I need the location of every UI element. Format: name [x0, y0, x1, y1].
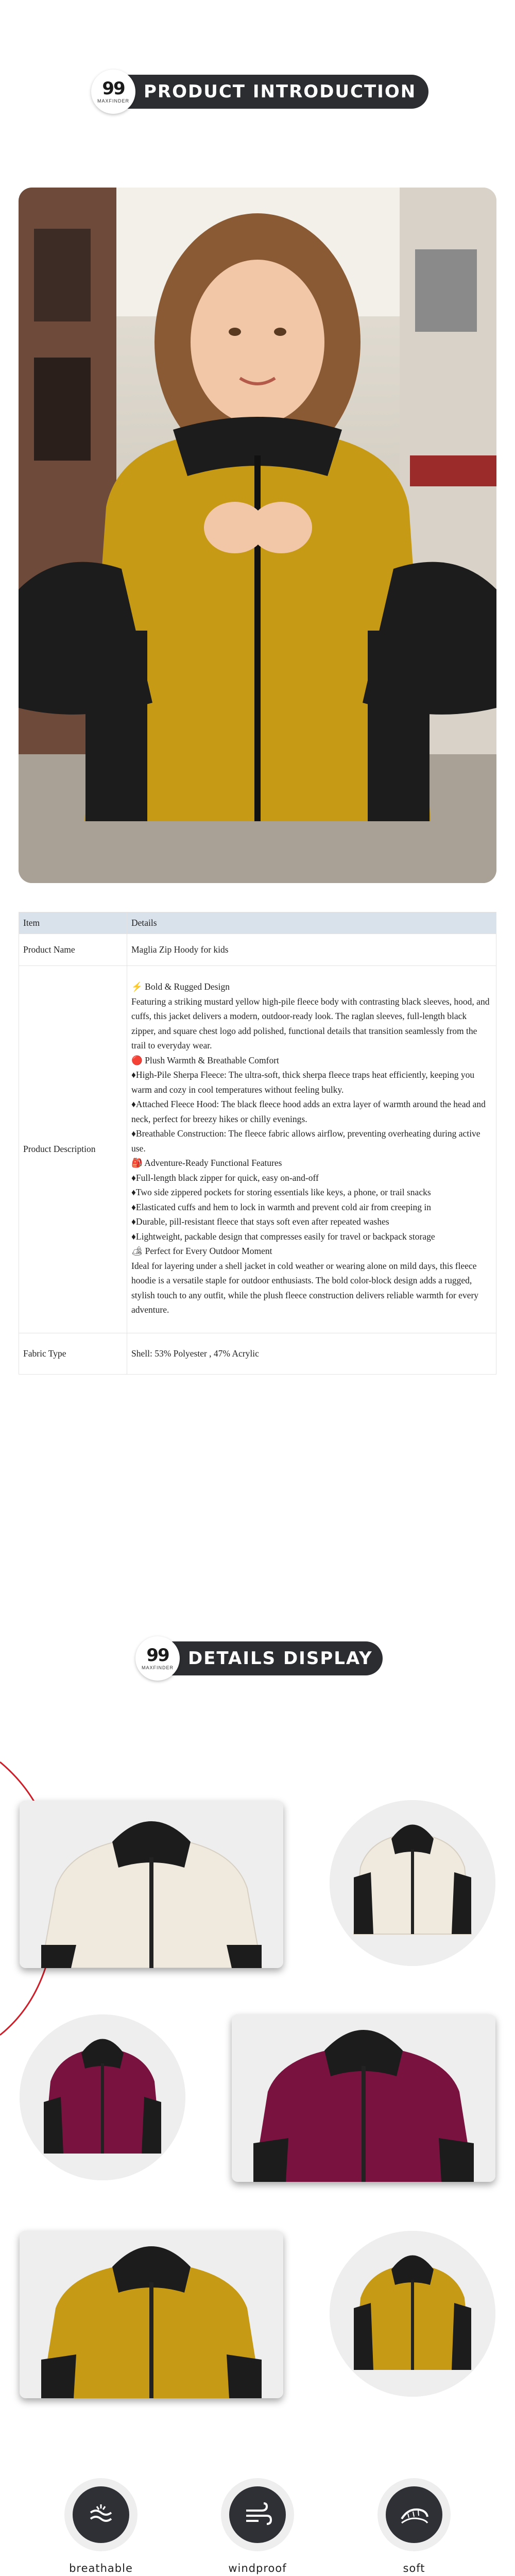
feature-windproof — [201, 2478, 314, 2575]
desc-heading: ⚡ Bold & Rugged Design — [131, 981, 230, 992]
description-label: Product Description — [19, 966, 127, 1333]
desc-bullet: ♦Attached Fleece Hood: The black fleece hood adds an extra layer of warmth around the head and neck, perfect for breezy hikes or chilly evenings. — [131, 1099, 486, 1124]
table-header-row — [19, 912, 496, 934]
desc-bullet: ♦Durable, pill-resistant fleece that stays soft even after repeated washes — [131, 1216, 389, 1227]
section-header-intro — [96, 75, 428, 109]
desc-heading: 🎒 Adventure-Ready Functional Features — [131, 1158, 282, 1168]
table-row-description — [19, 966, 496, 1333]
cream-jacket-illustration — [330, 1800, 495, 1966]
product-name-label: Product Name — [19, 934, 127, 966]
header-details: Details — [127, 912, 496, 934]
mustard-jacket-illustration — [20, 2231, 283, 2398]
desc-paragraph: Featuring a striking mustard yellow high-pile fleece body with contrasting black sleeves, hood, and cuffs, this jacket delivers a modern, outdoor-ready look. The raglan sleeves, full-length black zipper, and square chest logo add polished, functional details that transition seamlessly from the trail to everyday wear. — [131, 996, 490, 1050]
desc-heading: 🔴 Plush Warmth & Breathable Comfort — [131, 1055, 279, 1065]
desc-bullet: ♦High-Pile Sherpa Fleece: The ultra-soft, thick sherpa fleece traps heat efficiently, keeping you warm and cozy in cool temperatures without feeling bulky. — [131, 1070, 475, 1095]
wind-icon — [241, 2498, 274, 2531]
feature-soft — [357, 2478, 471, 2575]
logo-number: 99 — [146, 1645, 169, 1666]
brand-logo — [91, 70, 135, 114]
feature-breathable — [44, 2478, 158, 2575]
detail-image-cream-round — [330, 1800, 495, 1966]
product-spec-table — [19, 912, 496, 1375]
desc-bullet: ♦Lightweight, packable design that compresses easily for travel or backpack storage — [131, 1231, 435, 1242]
logo-number: 99 — [102, 78, 125, 99]
wave-hand-icon — [84, 2498, 117, 2531]
detail-image-burgundy-large — [232, 2014, 495, 2182]
fabric-value: Shell: 53% Polyester , 47% Acrylic — [127, 1333, 496, 1374]
logo-text: MAXFINDER — [97, 98, 129, 104]
table-row-fabric — [19, 1333, 496, 1374]
header-item: Item — [19, 912, 127, 934]
desc-bullet: ♦Breathable Construction: The fleece fabric allows airflow, preventing overheating during active use. — [131, 1128, 480, 1154]
desc-bullet: ♦Elasticated cuffs and hem to lock in warmth and prevent cold air from creeping in — [131, 1201, 432, 1212]
burgundy-jacket-illustration — [232, 2014, 495, 2182]
product-name-value: Maglia Zip Hoody for kids — [127, 934, 496, 966]
hero-illustration — [19, 188, 496, 883]
detail-image-mustard-large — [20, 2231, 283, 2398]
logo-text: MAXFINDER — [141, 1665, 174, 1670]
burgundy-jacket-illustration — [20, 2014, 185, 2180]
feature-label: soft — [403, 2562, 425, 2574]
desc-bullet: ♦Two side zippered pockets for storing essentials like keys, a phone, or trail snacks — [131, 1187, 431, 1197]
fabric-label: Fabric Type — [19, 1333, 127, 1374]
section-header-details — [141, 1641, 383, 1675]
feather-icon — [398, 2498, 431, 2531]
cream-jacket-illustration — [20, 1801, 283, 1968]
desc-heading: 🏕 Perfect for Every Outdoor Moment — [131, 1246, 272, 1256]
detail-image-burgundy-round — [20, 2014, 185, 2180]
brand-logo — [135, 1636, 180, 1681]
feature-label: windproof — [228, 2562, 287, 2574]
section-title: PRODUCT INTRODUCTION — [144, 81, 417, 102]
desc-paragraph: Ideal for layering under a shell jacket in cold weather or wearing alone on mild days, this fleece hoodie is a versatile staple for outdoor enthusiasts. The bold color-block design adds a rugged, stylish touch to any outfit, while the plush fleece construction delivers reliable warmth for every adventure. — [131, 1260, 479, 1315]
section-title: DETAILS DISPLAY — [188, 1648, 373, 1669]
detail-image-mustard-round — [330, 2231, 495, 2397]
desc-bullet: ♦Full-length black zipper for quick, easy on-and-off — [131, 1172, 319, 1183]
detail-image-cream-large — [20, 1801, 283, 1968]
feature-label: breathable — [69, 2562, 133, 2574]
description-value — [127, 966, 496, 1333]
table-row-product-name — [19, 934, 496, 966]
mustard-jacket-illustration — [330, 2231, 495, 2397]
hero-product-photo — [19, 188, 496, 883]
